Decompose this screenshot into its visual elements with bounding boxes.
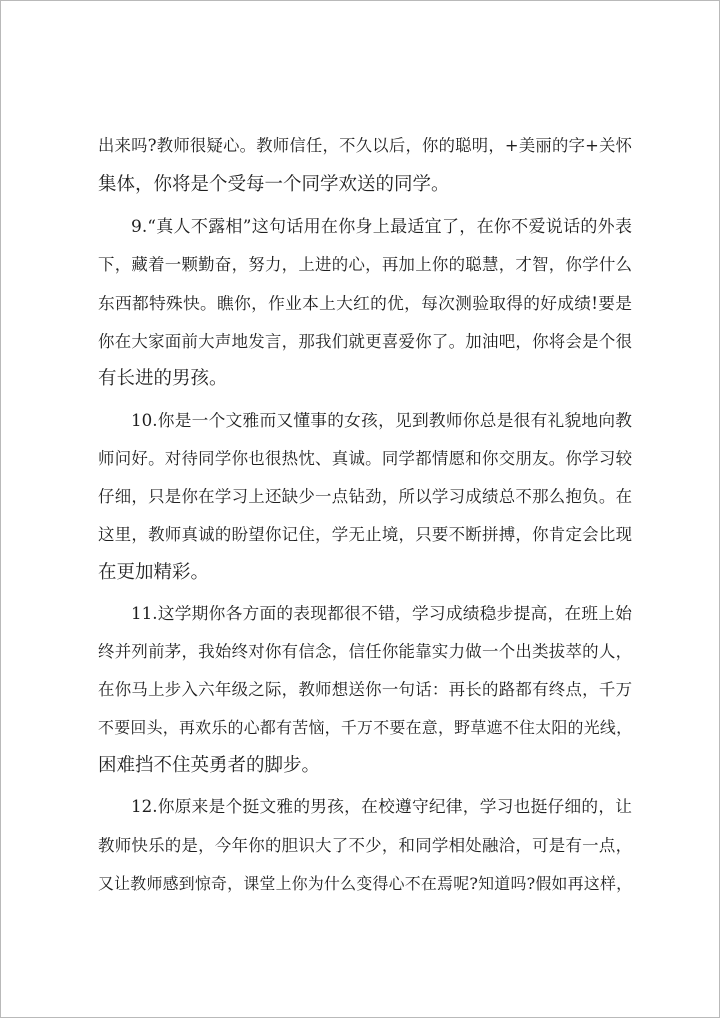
text-line: 12.你原来是个挺文雅的男孩，在校遵守纪律，学习也挺仔细的，让	[131, 797, 632, 816]
text-line: 出来吗?教师很疑心。教师信任，不久以后，你的聪明，+美丽的字+关怀	[98, 136, 632, 155]
text-line: 不要回头，再欢乐的心都有苦恼，千万不要在意，野草遮不住太阳的光线，	[98, 718, 632, 737]
text-line: 集体，你将是个受每一个同学欢送的同学。	[98, 174, 450, 195]
text-line: 10.你是一个文雅而又懂事的女孩，见到教师你总是很有礼貌地向教	[131, 411, 632, 430]
text-line: 你在大家面前大声地发言，那我们就更喜爱你了。加油吧，你将会是个很	[98, 332, 632, 351]
text-line: 终并列前茅，我始终对你有信念，信任你能靠实力做一个出类拔萃的人，	[98, 642, 632, 661]
text-line: 师问好。对待同学你也很热忱、真诚。同学都情愿和你交朋友。你学习较	[98, 449, 632, 468]
text-line: 下，藏着一颗勤奋，努力，上进的心，再加上你的聪慧，才智，你学什么	[98, 255, 632, 274]
text-line: 又让教师感到惊奇，课堂上你为什么变得心不在焉呢?知道吗?假如再这样，	[98, 874, 632, 893]
text-line: 在更加精彩。	[98, 562, 210, 583]
text-line: 9.“真人不露相”这句话用在你身上最适宜了，在你不爱说话的外表	[131, 217, 632, 237]
text-line: 仔细，只是你在学习上还缺少一点钻劲，所以学习成绩总不那么抱负。在	[98, 487, 632, 506]
text-line: 这里，教师真诚的盼望你记住，学无止境，只要不断拼搏，你肯定会比现	[98, 525, 632, 544]
text-line: 11.这学期你各方面的表现都很不错，学习成绩稳步提高，在班上始	[131, 604, 632, 623]
text-line: 困难挡不住英勇者的脚步。	[98, 755, 321, 776]
text-line: 有长进的男孩。	[98, 368, 228, 389]
text-line: 在你马上步入六年级之际，教师想送你一句话：再长的路都有终点，千万	[98, 680, 632, 699]
text-line: 东西都特殊快。瞧你，作业本上大红的优，每次测验取得的好成绩!要是	[98, 293, 632, 313]
text-line: 教师快乐的是，今年你的胆识大了不少，和同学相处融洽，可是有一点，	[98, 836, 632, 855]
